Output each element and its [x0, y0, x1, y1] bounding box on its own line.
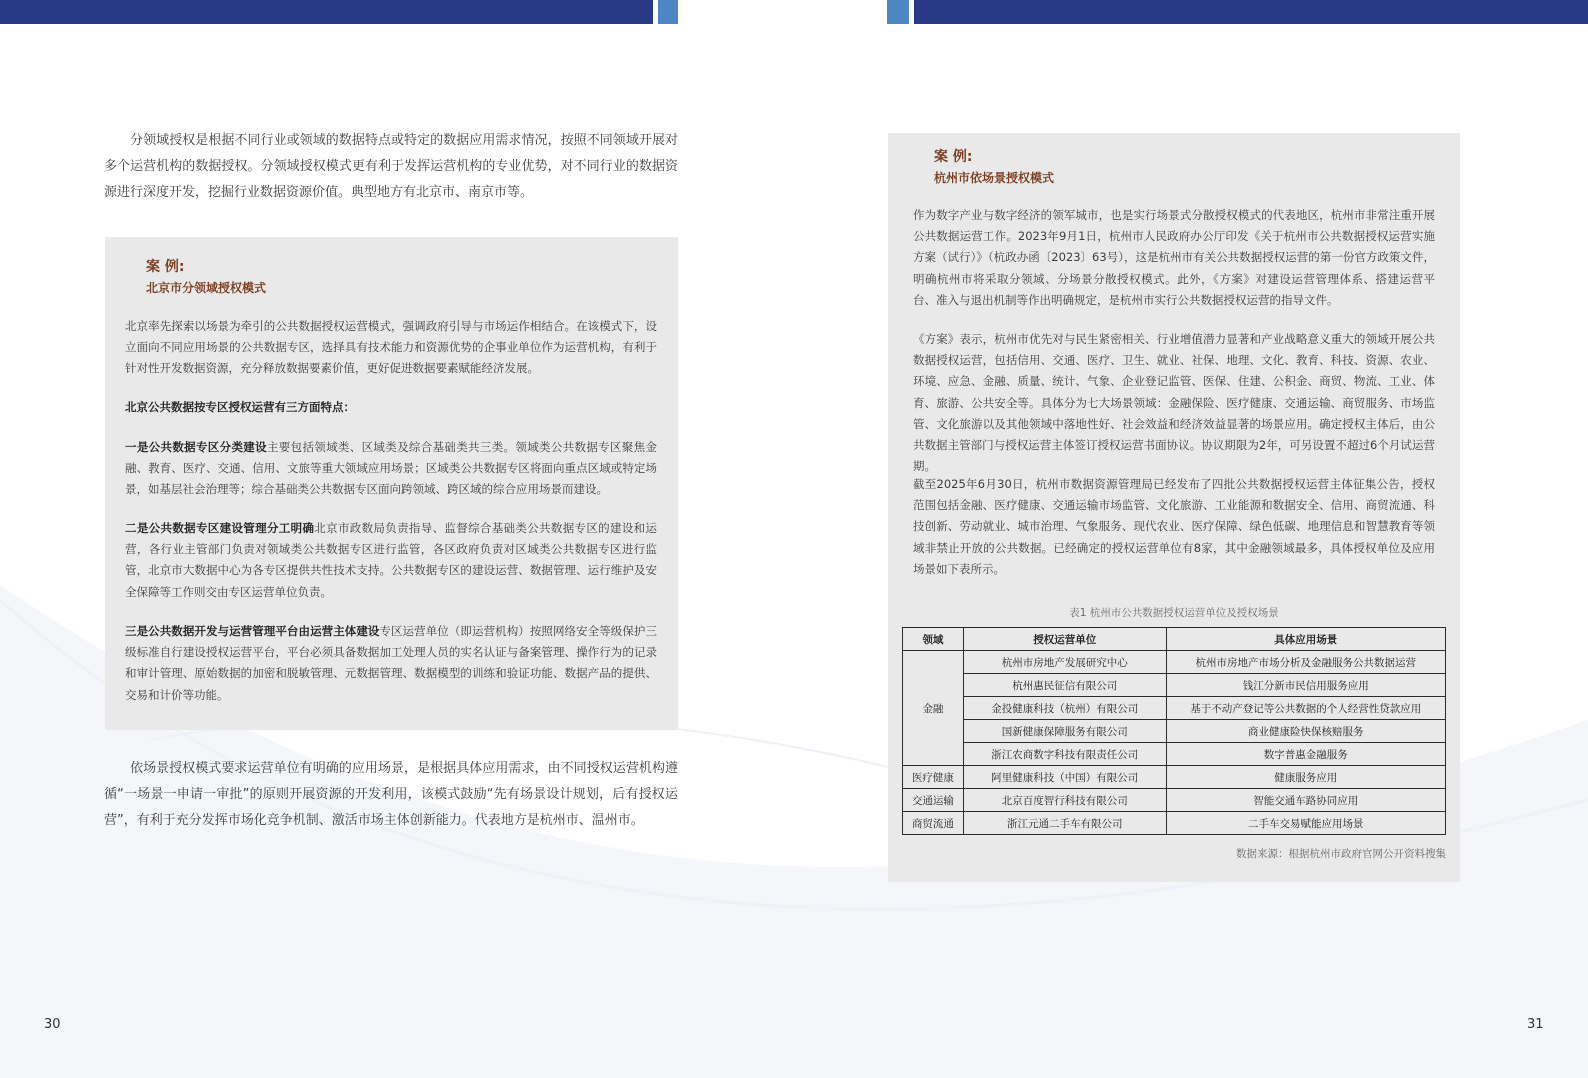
hangzhou-case-box: [888, 133, 1460, 882]
beijing-case-box: [105, 237, 678, 730]
top-bar-right-accent: [887, 0, 909, 24]
table-row: [903, 812, 1446, 835]
scene-cell: 智能交通车路协同应用: [1166, 789, 1445, 812]
table-row: [903, 674, 1446, 697]
case-label: 案 例:: [146, 259, 185, 275]
case-title: 北京市分领域授权模式: [146, 281, 267, 295]
scene-cell: 杭州市房地产市场分析及金融服务公共数据运营: [1166, 651, 1445, 674]
unit-cell: 杭州惠民征信有限公司: [963, 674, 1166, 697]
page-number-right: 31: [1527, 1017, 1544, 1032]
case-label: 案 例:: [934, 149, 973, 165]
beijing-feature-3: 三是公共数据开发与运营管理平台由运营主体建设专区运营单位（即运营机构）按照网络安全等级保护三级标准自行建设授权运营平台，平台必须具备数据加工处理人员的实名认证与备案管理、操作行为的记录和审计管理、原始数据的加密和脱敏管理、元数据管理、数据模型的训练和验证功能、数据产品的提供、交易和计价等功能。: [125, 624, 657, 702]
table-row: [903, 743, 1446, 766]
top-bar-right: [914, 0, 1588, 24]
scene-cell: 健康服务应用: [1166, 766, 1445, 789]
page-number-left: 30: [44, 1017, 61, 1032]
unit-cell: 国新健康保障服务有限公司: [963, 720, 1166, 743]
table-row: [903, 766, 1446, 789]
hangzhou-paragraph-3: 截至2025年6月30日，杭州市数据资源管理局已经发布了四批公共数据授权运营主体征集公告，授权范围包括金融、医疗健康、交通运输市场监管、文化旅游、工业能源和数据安全、信用、商贸流通、科技创新、劳动就业、城市治理、气象服务、现代农业、医疗保障、绿色低碳、地理信息和智慧教育等领域非禁止开放的公共数据。已经确定的授权运营单位有8家，其中金融领域最多，具体授权单位及应用场景如下表所示。: [913, 477, 1435, 576]
unit-cell: 金投健康科技（杭州）有限公司: [963, 697, 1166, 720]
case-title: 杭州市依场景授权模式: [934, 171, 1055, 185]
table-row: [903, 789, 1446, 812]
scene-cell: 商业健康险快保核赔服务: [1166, 720, 1445, 743]
domain-cell: 商贸流通: [903, 812, 964, 835]
domain-cell: 医疗健康: [903, 766, 964, 789]
table-row: [903, 697, 1446, 720]
unit-cell: 阿里健康科技（中国）有限公司: [963, 766, 1166, 789]
case-header: [146, 258, 266, 297]
col-header-scene: 具体应用场景: [1166, 628, 1445, 651]
domain-cell: 金融: [903, 651, 964, 766]
table-row: [903, 651, 1446, 674]
scene-cell: 基于不动产登记等公共数据的个人经营性贷款应用: [1166, 697, 1445, 720]
hangzhou-paragraph-1: 作为数字产业与数字经济的领军城市，也是实行场景式分散授权模式的代表地区，杭州市非常注重开展公共数据运营工作。2023年9月1日，杭州市人民政府办公厅印发《关于杭州市公共数据授权运营实施方案（试行）》（杭政办函〔2023〕63号），这是杭州市有关公共数据授权运营的第一份官方政策文件，明确杭州市将采取分领域、分场景分散授权模式。此外，《方案》对建设运营管理体系、搭建运营平台、准入与退出机制等作出明确规定，是杭州市实行公共数据授权运营的指导文件。: [913, 208, 1435, 307]
unit-cell: 浙江农商数字科技有限责任公司: [963, 743, 1166, 766]
table-header-row: [903, 628, 1446, 651]
col-header-unit: 授权运营单位: [963, 628, 1166, 651]
unit-cell: 浙江元通二手车有限公司: [963, 812, 1166, 835]
top-bar-left-accent: [658, 0, 678, 24]
case-header: [934, 148, 1054, 187]
domain-cell: 交通运输: [903, 789, 964, 812]
table-source-note: 数据来源：根据杭州市政府官网公开资料搜集: [1236, 848, 1446, 860]
hangzhou-paragraph-2: 《方案》表示，杭州市优先对与民生紧密相关、行业增值潜力显著和产业战略意义重大的领域开展公共数据授权运营，包括信用、交通、医疗、卫生、就业、社保、地理、文化、教育、科技、资源、农业、环境、应急、金融、质量、统计、气象、企业登记监管、医保、住建、公积金、商贸、物流、工业、体育、旅游、公共安全等。具体分为七大场景领域：金融保险、医疗健康、交通运输、商贸服务、市场监管、文化旅游以及其他领域中落地性好、社会效益和经济效益显著的场景应用。确定授权主体后，由公共数据主管部门与授权运营主体签订授权运营书面协议。协议期限为2年，可另设置不超过6个月试运营期。: [913, 332, 1435, 474]
beijing-intro-paragraph: 北京率先探索以场景为牵引的公共数据授权运营模式，强调政府引导与市场运作相结合。在该模式下，设立面向不同应用场景的公共数据专区，选择具有技术能力和资源优势的企事业单位作为运营机构，有利于针对性开发数据资源，充分释放数据要素价值，更好促进数据要素赋能经济发展。: [125, 319, 657, 376]
beijing-feature-1: 一是公共数据专区分类建设主要包括领域类、区域类及综合基础类共三类。领域类公共数据专区聚焦金融、教育、医疗、交通、信用、文旅等重大领域应用场景；区域类公共数据专区将面向重点区域或特定场景，如基层社会治理等；综合基础类公共数据专区面向跨领域、跨区域的综合应用场景而建设。: [125, 440, 657, 497]
top-bar-left: [0, 0, 653, 24]
beijing-features-heading: 北京公共数据按专区授权运营有三方面特点：: [125, 400, 355, 414]
table-row: [903, 720, 1446, 743]
col-header-domain: 领域: [903, 628, 964, 651]
beijing-feature-2: 二是公共数据专区建设管理分工明确北京市政数局负责指导、监督综合基础类公共数据专区的建设和运营，各行业主管部门负责对领域类公共数据专区进行监管，各区政府负责对区域类公共数据专区进行监管，北京市大数据中心为各专区提供共性技术支持。公共数据专区的建设运营、数据管理、运行维护及安全保障等工作则交由专区运营单位负责。: [125, 521, 658, 599]
scene-cell: 钱江分新市民信用服务应用: [1166, 674, 1445, 697]
unit-cell: 北京百度智行科技有限公司: [963, 789, 1166, 812]
left-intro-paragraph: 分领域授权是根据不同行业或领域的数据特点或特定的数据应用需求情况，按照不同领域开展对多个运营机构的数据授权。分领域授权模式更有利于发挥运营机构的专业优势，对不同行业的数据资源进行深度开发，挖掘行业数据资源价值。典型地方有北京市、南京市等。: [104, 133, 678, 200]
table-caption: 表1 杭州市公共数据授权运营单位及授权场景: [1069, 607, 1279, 619]
left-outro-paragraph: 依场景授权模式要求运营单位有明确的应用场景，是根据具体应用需求，由不同授权运营机构遵循“一场景一申请一审批”的原则开展资源的开发利用，该模式鼓励“先有场景设计规划，后有授权运营”，有利于充分发挥市场化竞争机制、激活市场主体创新能力。代表地方是杭州市、温州市。: [104, 761, 678, 828]
unit-cell: 杭州市房地产发展研究中心: [963, 651, 1166, 674]
authorization-table: [902, 627, 1446, 835]
scene-cell: 数字普惠金融服务: [1166, 743, 1445, 766]
scene-cell: 二手车交易赋能应用场景: [1166, 812, 1445, 835]
